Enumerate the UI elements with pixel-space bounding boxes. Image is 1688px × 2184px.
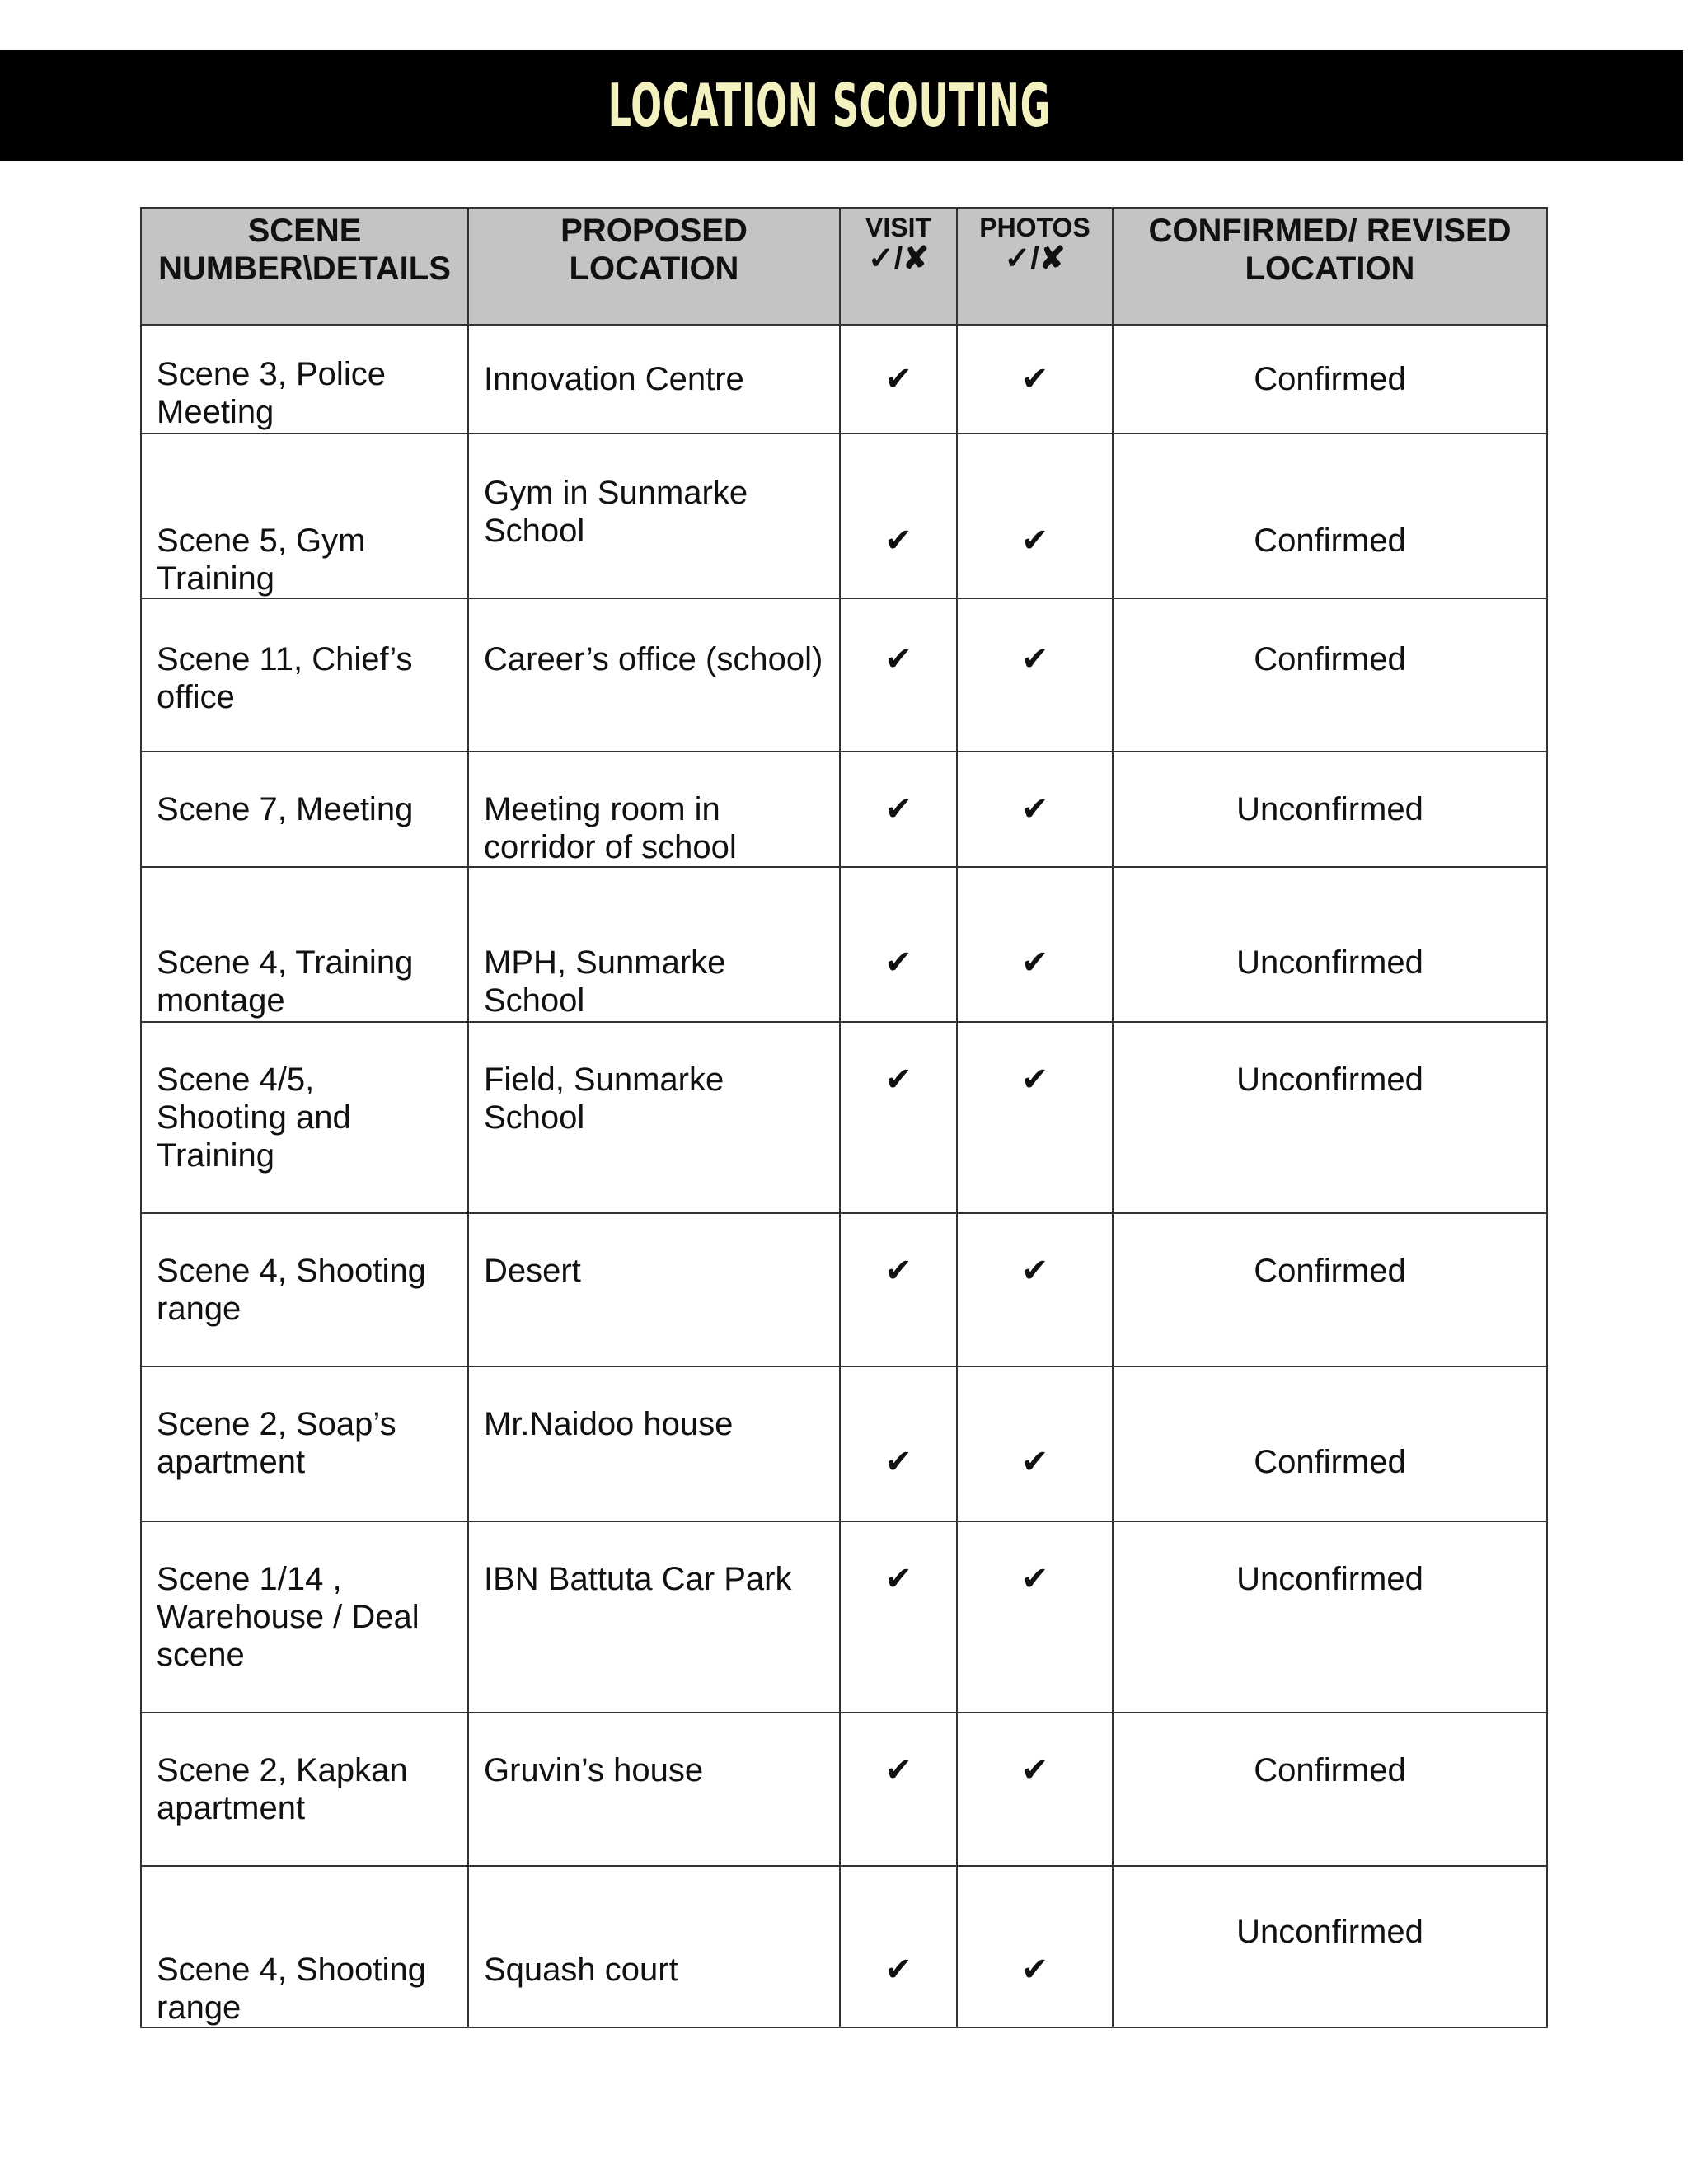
visit-cell [840,1213,957,1366]
visit-cell [840,434,957,598]
photos-cell [957,1713,1113,1866]
photos-cell [957,325,1113,434]
photos-cell [957,752,1113,867]
scene-cell: Scene 5, Gym Training [141,434,468,598]
table-row [141,752,1547,867]
visit-cell [840,325,957,434]
check-icon: ✔ [884,1252,912,1290]
visit-cell [840,752,957,867]
table-row [141,325,1547,434]
check-icon: ✔ [884,522,912,560]
check-icon: ✔ [884,1443,912,1481]
check-icon: ✔ [1020,360,1049,398]
location-cell: Squash court [468,1866,840,2027]
check-cross-icon: ✓/✘ [1004,241,1066,276]
table-row [141,1213,1547,1366]
check-icon: ✔ [1020,1951,1049,1989]
title-banner [0,50,1683,161]
status-cell: Unconfirmed [1113,1866,1547,2027]
check-icon: ✔ [1020,1252,1049,1290]
status-cell: Unconfirmed [1113,752,1547,867]
check-icon: ✔ [884,944,912,982]
location-cell: MPH, Sunmarke School [468,867,840,1022]
check-icon: ✔ [1020,1061,1049,1099]
photos-cell [957,1022,1113,1213]
status-cell: Unconfirmed [1113,1521,1547,1713]
location-cell: Meeting room in corridor of school [468,752,840,867]
visit-cell [840,867,957,1022]
check-icon: ✔ [1020,790,1049,828]
status-cell: Confirmed [1113,1713,1547,1866]
header-photos: PHOTOS ✓/✘ [957,208,1113,325]
scene-cell: Scene 3, Police Meeting [141,325,468,434]
scene-cell: Scene 2, Soap’s apartment [141,1366,468,1521]
check-icon: ✔ [884,1560,912,1598]
scene-cell: Scene 4, Training montage [141,867,468,1022]
location-cell: Career’s office (school) [468,598,840,752]
table-row [141,598,1547,752]
location-scouting-table [140,207,1548,2028]
check-icon: ✔ [884,360,912,398]
scene-cell: Scene 4/5, Shooting and Training [141,1022,468,1213]
check-icon: ✔ [1020,1560,1049,1598]
table-row [141,1366,1547,1521]
table-row [141,1022,1547,1213]
status-cell: Confirmed [1113,434,1547,598]
location-cell: Mr.Naidoo house [468,1366,840,1521]
scene-cell: Scene 11, Chief’s office [141,598,468,752]
scene-cell: Scene 4, Shooting range [141,1866,468,2027]
visit-cell [840,1022,957,1213]
photos-cell [957,1366,1113,1521]
location-cell: Field, Sunmarke School [468,1022,840,1213]
header-visit: VISIT ✓/✘ [840,208,957,325]
visit-cell [840,1521,957,1713]
location-cell: IBN Battuta Car Park [468,1521,840,1713]
photos-cell [957,598,1113,752]
table-row [141,1866,1547,2027]
status-cell: Confirmed [1113,598,1547,752]
scene-cell: Scene 1/14 , Warehouse / Deal scene [141,1521,468,1713]
status-cell: Confirmed [1113,325,1547,434]
status-cell: Confirmed [1113,1213,1547,1366]
check-icon: ✔ [884,1951,912,1989]
header-scene: SCENE NUMBER\DETAILS [141,208,468,325]
photos-cell [957,867,1113,1022]
status-cell: Confirmed [1113,1366,1547,1521]
status-cell: Unconfirmed [1113,867,1547,1022]
location-cell: Desert [468,1213,840,1366]
check-icon: ✔ [1020,522,1049,560]
visit-cell [840,598,957,752]
scene-cell: Scene 7, Meeting [141,752,468,867]
visit-cell [840,1366,957,1521]
check-icon: ✔ [884,790,912,828]
check-icon: ✔ [1020,1751,1049,1789]
photos-cell [957,1866,1113,2027]
check-icon: ✔ [884,640,912,678]
location-cell: Gruvin’s house [468,1713,840,1866]
header-confirmed-revised: CONFIRMED/ REVISED LOCATION [1113,208,1547,325]
table-row [141,1521,1547,1713]
check-cross-icon: ✓/✘ [867,241,930,276]
photos-cell [957,1521,1113,1713]
photos-cell [957,1213,1113,1366]
photos-cell [957,434,1113,598]
visit-cell [840,1713,957,1866]
header-proposed-location: PROPOSED LOCATION [468,208,840,325]
location-cell: Gym in Sunmarke School [468,434,840,598]
location-cell: Innovation Centre [468,325,840,434]
check-icon: ✔ [884,1751,912,1789]
table-row [141,1713,1547,1866]
status-cell: Unconfirmed [1113,1022,1547,1213]
page-title: LOCATION SCOUTING [607,71,1051,140]
scene-cell: Scene 2, Kapkan apartment [141,1713,468,1866]
visit-cell [840,1866,957,2027]
scene-cell: Scene 4, Shooting range [141,1213,468,1366]
check-icon: ✔ [1020,1443,1049,1481]
check-icon: ✔ [1020,640,1049,678]
check-icon: ✔ [1020,944,1049,982]
check-icon: ✔ [884,1061,912,1099]
table-row [141,434,1547,598]
header-row [141,208,1547,325]
table-row [141,867,1547,1022]
